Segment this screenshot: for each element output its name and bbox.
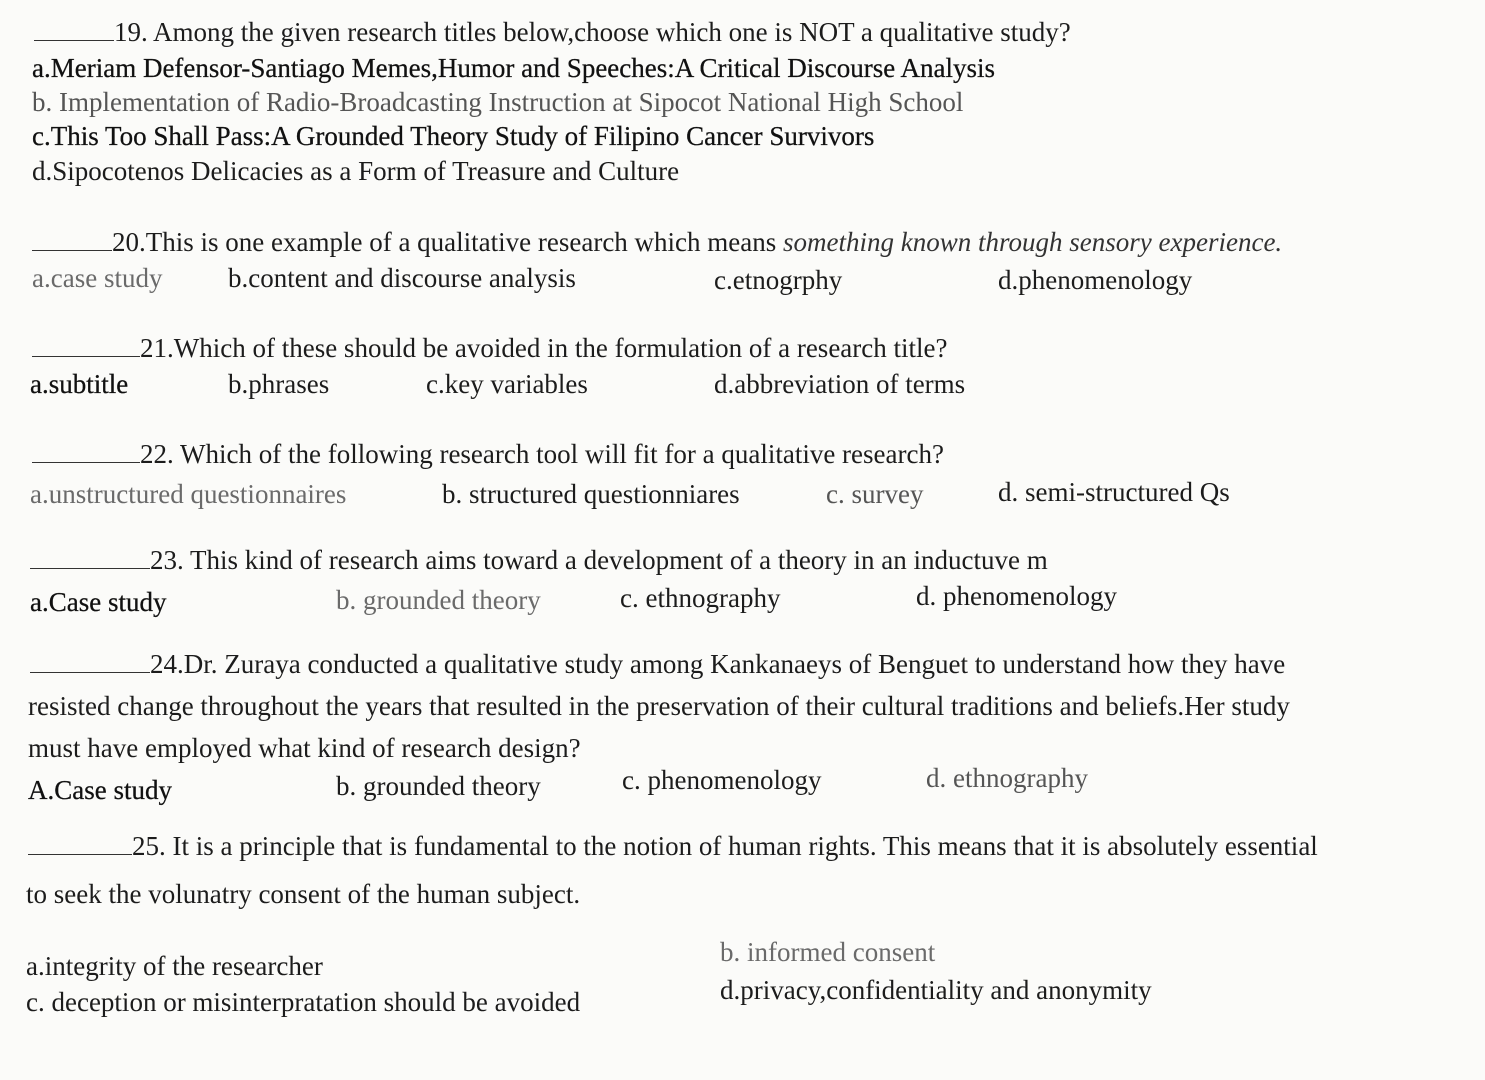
answer-blank[interactable]	[32, 232, 112, 251]
question-text: 19. Among the given research titles below,choose which one is NOT a qualitative study?	[114, 17, 1071, 47]
question-21	[32, 332, 947, 364]
answer-blank[interactable]	[30, 550, 150, 569]
option-d: d. semi-structured Qs	[998, 477, 1230, 507]
question-italic-text: something known through sensory experience.	[783, 227, 1283, 257]
option-d: d.Sipocotenos Delicacies as a Form of Treasure and Culture	[32, 156, 680, 186]
answer-blank[interactable]	[34, 22, 114, 41]
option-b: b.phrases	[228, 369, 330, 399]
option-d: d. ethnography	[926, 763, 1088, 793]
question-25	[28, 830, 1318, 862]
option-c: c.key variables	[426, 369, 588, 399]
option-d: d.privacy,confidentiality and anonymity	[720, 975, 1152, 1005]
option-c: c. deception or misinterpratation should be avoided	[26, 987, 581, 1017]
question-text: 22. Which of the following research tool will fit for a qualitative research?	[140, 439, 944, 469]
option-a: a.unstructured questionnaires	[30, 479, 347, 509]
question-22	[32, 438, 944, 470]
question-20	[32, 226, 1282, 258]
option-a: a.Case study	[30, 587, 167, 617]
answer-blank[interactable]	[32, 338, 140, 357]
question-24-continuation-2: must have employed what kind of research design?	[28, 733, 581, 763]
question-24	[30, 648, 1285, 680]
option-d: d.phenomenology	[998, 265, 1193, 295]
answer-blank[interactable]	[28, 836, 132, 855]
question-25-continuation: to seek the volunatry consent of the human subject.	[26, 879, 581, 909]
question-text: 24.Dr. Zuraya conducted a qualitative study among Kankanaeys of Benguet to understand how they have	[150, 649, 1286, 679]
option-c: c.This Too Shall Pass:A Grounded Theory Study of Filipino Cancer Survivors	[32, 121, 875, 151]
question-text: 21.Which of these should be avoided in the formulation of a research title?	[140, 333, 948, 363]
option-a: a.integrity of the researcher	[26, 951, 323, 981]
question-text: 25. It is a principle that is fundamental to the notion of human rights. This means that it is absolutely essential	[132, 831, 1318, 861]
question-text: 20.This is one example of a qualitative research which means	[112, 227, 784, 257]
question-23	[30, 544, 1048, 576]
option-a: a.case study	[32, 263, 163, 293]
option-b: b. structured questionniares	[442, 479, 740, 509]
option-b: b. Implementation of Radio-Broadcasting Instruction at Sipocot National High School	[32, 87, 964, 117]
option-c: c.etnogrphy	[714, 265, 843, 295]
question-24-continuation-1: resisted change throughout the years that resulted in the preservation of their cultural traditions and beliefs.Her study	[28, 691, 1290, 721]
option-c: c. phenomenology	[622, 765, 822, 795]
option-c: c. ethnography	[620, 583, 781, 613]
option-d: d.abbreviation of terms	[714, 369, 966, 399]
option-d: d. phenomenology	[916, 581, 1117, 611]
option-b: b. grounded theory	[336, 585, 541, 615]
option-c: c. survey	[826, 479, 924, 509]
option-b: b. informed consent	[720, 937, 936, 967]
answer-blank[interactable]	[32, 444, 140, 463]
question-19	[34, 16, 1071, 48]
option-b: b.content and discourse analysis	[228, 263, 576, 293]
question-text: 23. This kind of research aims toward a development of a theory in an inductuve m	[150, 545, 1048, 575]
option-a: a.Meriam Defensor-Santiago Memes,Humor and Speeches:A Critical Discourse Analysis	[32, 53, 995, 83]
option-a: a.subtitle	[30, 369, 129, 399]
option-a: A.Case study	[28, 775, 172, 805]
option-b: b. grounded theory	[336, 771, 541, 801]
answer-blank[interactable]	[30, 654, 150, 673]
